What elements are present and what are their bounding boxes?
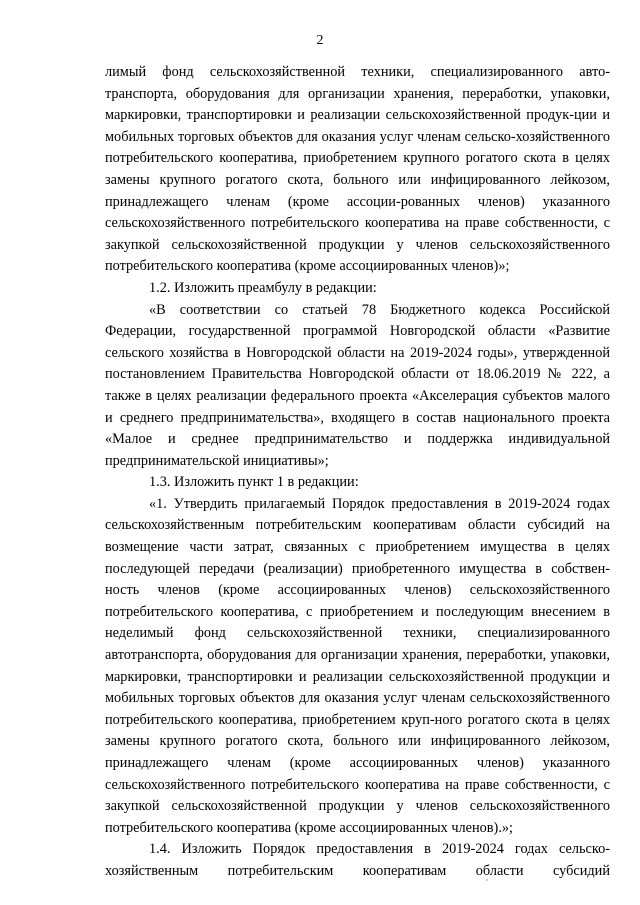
paragraph-item-1-3: 1.3. Изложить пункт 1 в редакции: — [149, 474, 359, 491]
paragraph-item-1-4: 1.4. Изложить Порядок предоставления в 2019-2024 годах сельско-хозяйственным потребительским кооперативам области субсидий — [105, 841, 610, 879]
paragraph-preamble-quote: «В соответствии со статьей 78 Бюджетного кодекса Российской Федерации, государственной программой Новгородской области «Развитие сельского хозяйства в Новгородской области на 2019-2024 годы», утвержденной постановлением Правительства Новгородской области от 18.06.2019 № 222, а также в целях реализации федерального проекта «Акселерация субъектов малого и среднего предпринимательства», входящего в состав национального проекта «Малое и среднее предпринимательство и поддержка индивидуальной предпринимательской инициативы»; — [105, 301, 610, 469]
document-body — [105, 62, 610, 883]
page-number: 2 — [316, 33, 324, 48]
paragraph-item-1-2: 1.2. Изложить преамбулу в редакции: — [149, 279, 377, 296]
paragraph-point-1-quote: «1. Утвердить прилагаемый Порядок предоставления в 2019-2024 годах сельскохозяйственным потребительским кооперативам области субсидий на возмещение части затрат, связанных с приобретением имущества в целях последующей передачи (реализации) приобретенного имущества в собствен-ность членов (кроме ассоциированных членов) сельскохозяйственного потребительского кооператива, с приобретением и последующим внесением в неделимый фонд сельскохозяйственной техники, специализированного автотранспорта, оборудования для организации хранения, переработки, упаковки, маркировки, транспортировки и реализации сельскохозяйственной продукции и мобильных торговых объектов для оказания услуг членам сельскохозяйственного потребительского кооператива, приобретением круп-ного рогатого скота в целях замены крупного рогатого скота, больного или инфицированного лейкозом, принадлежащего членам (кроме ассоциированных членов) указанного сельскохозяйственного потребительского кооператива на праве собственности, с закупкой сельскохозяйственной продукции у членов сельскохозяйственного потребительского кооператива (кроме ассоциированных членов).»; — [105, 495, 610, 836]
paragraph-continuation: лимый фонд сельскохозяйственной техники, специализированного авто-транспорта, оборудования для организации хранения, переработки, упаковки, маркировки, транспортировки и реализации сельскохозяйственной продук-ции и мобильных торговых объектов для оказания услуг членам сельско-хозяйственного потребительского кооператива, приобретением крупного рогатого скота в целях замены крупного рогатого скота, больного или инфицированного лейкозом, принадлежащего членам (кроме ассоции-рованных членов) указанного сельскохозяйственного потребительского кооператива на праве собственности, с закупкой сельскохозяйственной продукции у членов сельскохозяйственного потребительского кооператива (кроме ассоциированных членов)»; — [105, 64, 610, 275]
scan-speck — [486, 879, 488, 881]
